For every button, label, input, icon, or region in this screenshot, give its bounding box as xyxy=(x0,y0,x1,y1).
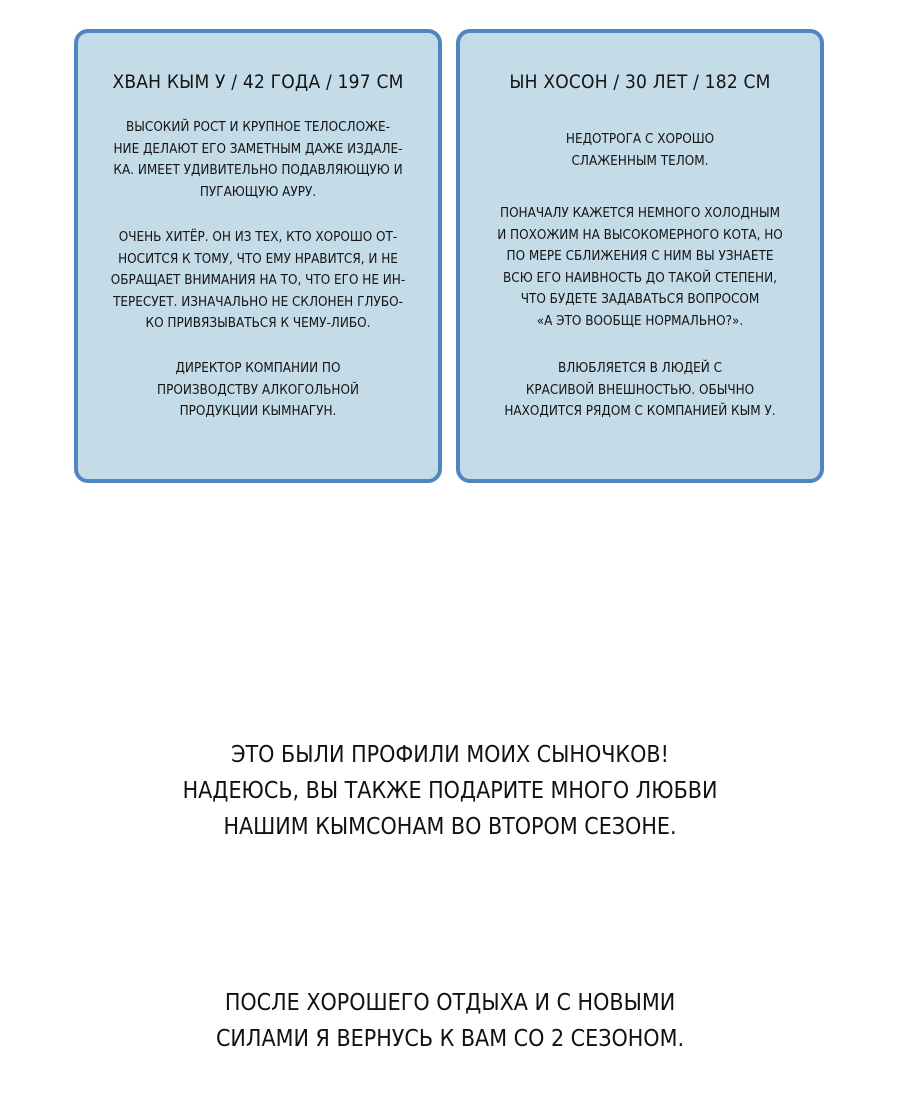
profile-card-hoson xyxy=(456,29,824,483)
profile-title: ЫН ХОСОН / 30 ЛЕТ / 182 СМ xyxy=(509,71,771,93)
profile-occupation-text: ДИРЕКТОР КОМПАНИИ ПО ПРОИЗВОДСТВУ АЛКОГОЛЬНОЙ ПРОДУКЦИИ КЫМНАГУН. xyxy=(157,361,359,419)
profile-appearance-text: НЕДОТРОГА С ХОРОШО СЛАЖЕННЫМ ТЕЛОМ. xyxy=(565,132,715,169)
profile-appearance-text: ВЫСОКИЙ РОСТ И КРУПНОЕ ТЕЛОСЛОЖЕ- НИЕ ДЕЛАЮТ ЕГО ЗАМЕТНЫМ ДАЖЕ ИЗДАЛЕ- КА. ИМЕЕТ УДИВИТЕЛЬНО ПОДАВЛЯЮЩУЮ И ПУГАЮЩУЮ АУРУ. xyxy=(113,120,403,200)
profile-card-kym-u xyxy=(74,29,442,483)
profile-habits-text: ВЛЮБЛЯЕТСЯ В ЛЮДЕЙ С КРАСИВОЙ ВНЕШНОСТЬЮ. ОБЫЧНО НАХОДИТСЯ РЯДОМ С КОМПАНИЕЙ КЫМ У. xyxy=(504,361,776,419)
profile-character-text: ОЧЕНЬ ХИТЁР. ОН ИЗ ТЕХ, КТО ХОРОШО ОТ- НОСИТСЯ К ТОМУ, ЧТО ЕМУ НРАВИТСЯ, И НЕ ОБРАЩАЕТ ВНИМАНИЯ НА ТО, ЧТО ЕГО НЕ ИН- ТЕРЕСУЕТ. ИЗНАЧАЛЬНО НЕ СКЛОНЕН ГЛУБО- КО ПРИВЯЗЫВАТЬСЯ К ЧЕМУ-ЛИБО. xyxy=(110,230,406,331)
profile-title: ХВАН КЫМ У / 42 ГОДА / 197 СМ xyxy=(112,71,404,93)
author-note-season-two-love: ЭТО БЫЛИ ПРОФИЛИ МОИХ СЫНОЧКОВ! НАДЕЮСЬ, ВЫ ТАКЖЕ ПОДАРИТЕ МНОГО ЛЮБВИ НАШИМ КЫМСОНАМ ВО ВТОРОМ СЕЗОНЕ. xyxy=(182,742,718,840)
profile-character-text: ПОНАЧАЛУ КАЖЕТСЯ НЕМНОГО ХОЛОДНЫМ И ПОХОЖИМ НА ВЫСОКОМЕРНОГО КОТА, НО ПО МЕРЕ СБЛИЖЕНИЯ С НИМ ВЫ УЗНАЕТЕ ВСЮ ЕГО НАИВНОСТЬ ДО ТАКОЙ СТЕПЕНИ, ЧТО БУДЕТЕ ЗАДАВАТЬСЯ ВОПРОСОМ «А ЭТО ВООБЩЕ НОРМАЛЬНО?». xyxy=(497,206,783,329)
author-note-return: ПОСЛЕ ХОРОШЕГО ОТДЫХА И С НОВЫМИ СИЛАМИ Я ВЕРНУСЬ К ВАМ СО 2 СЕЗОНОМ. xyxy=(215,990,685,1052)
